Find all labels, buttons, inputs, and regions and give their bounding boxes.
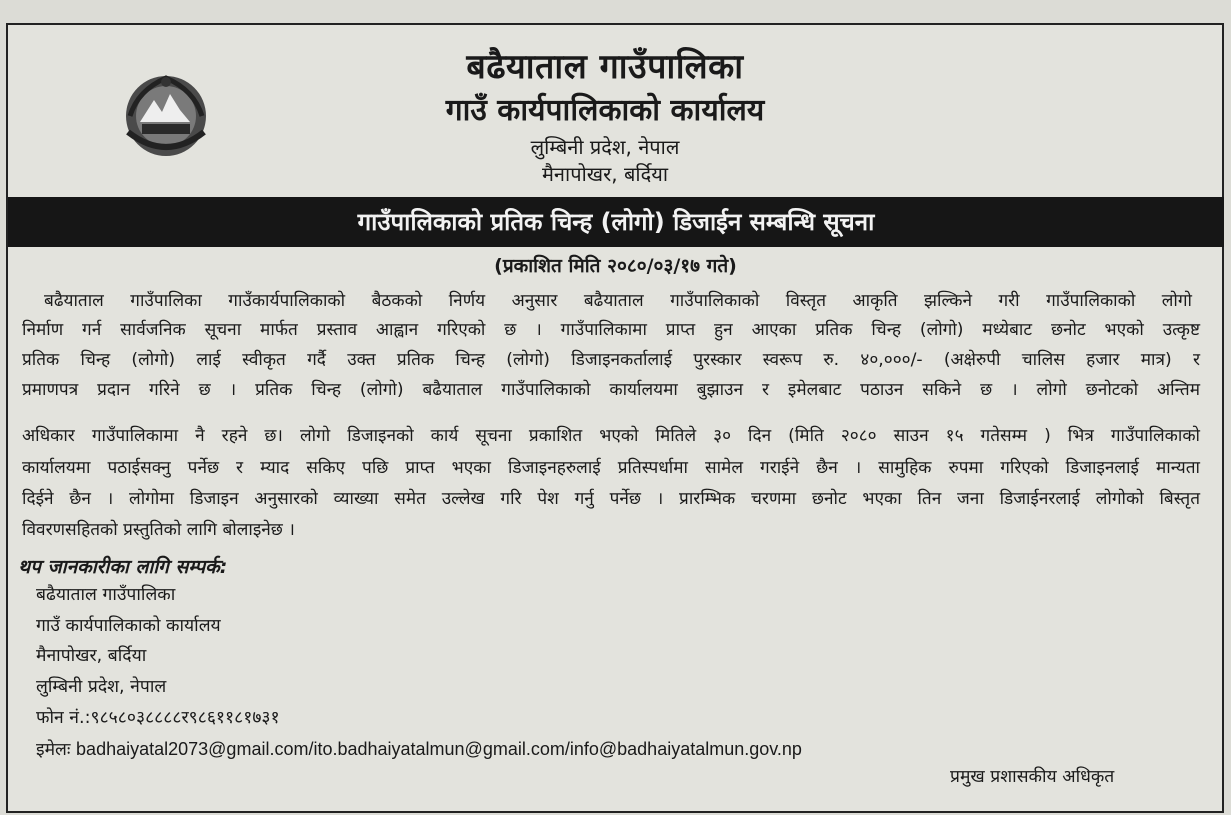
email-line <box>36 737 802 761</box>
contact-line: मैनापोखर, बर्दिया <box>36 646 147 666</box>
email-label: इमेलः <box>36 740 71 760</box>
body-line: कार्यालयमा पठाईसक्नु पर्नेछ र म्याद सकिए पछि प्राप्त भएका डिजाइनहरुलाई प्रतिस्पर्धामा सामेल गराईने छैन । सामुहिक रुपमा गरिएको डिजाइनलाई मान्यता <box>22 458 1200 478</box>
body-line: प्रमाणपत्र प्रदान गरिने छ । प्रतिक चिन्ह (लोगो) बढैयाताल गाउँपालिकाको कार्यालयमा बुझाउन र इमेलबाट पठाउन सकिने छ । लोगो छनोटको अन्तिम <box>22 380 1200 400</box>
contact-heading: थप जानकारीका लागि सम्पर्क: <box>18 556 228 578</box>
address-line-2: मैनापोखर, बर्दिया <box>541 162 669 186</box>
phone-line: फोन नं.:९८५८०३८८८८र९८६११८१७३१ <box>36 708 280 728</box>
body-line: विवरणसहितको प्रस्तुतिको लागि बोलाइनेछ । <box>22 520 295 540</box>
body-line: प्रतिक चिन्ह (लोगो) लाई स्वीकृत गर्दै उक्त प्रतिक चिन्ह (लोगो) डिजाइनकर्तालाई पुरस्कार स्वरूप रु. ४०,०००/- (अक्षेरुपी चालिस हजार मात्र) र <box>22 350 1200 370</box>
published-date: (प्रकाशित मिति २०८०/०३/१७ गते) <box>494 255 737 277</box>
contact-line: बढैयाताल गाउँपालिका <box>36 585 176 605</box>
office-subtitle: गाउँ कार्यपालिकाको कार्यालय <box>445 93 765 128</box>
nepal-emblem-icon <box>118 70 214 162</box>
contact-line: गाउँ कार्यपालिकाको कार्यालय <box>36 616 221 636</box>
body-line: निर्माण गर्न सार्वजनिक सूचना मार्फत प्रस्ताव आह्वान गरिएको छ । गाउँपालिकामा प्राप्त हुन आएका प्रतिक चिन्ह (लोगो) मध्येबाट छनोट भएको उत्कृष्ट <box>22 320 1200 340</box>
body-line: अधिकार गाउँपालिकामा नै रहने छ। लोगो डिजाइनको कार्य सूचना प्रकाशित भएको मितिले ३० दिन (मिति २०८० साउन १५ गतेसम्म ) भित्र गाउँपालिकाको <box>22 426 1200 446</box>
office-title: बढैयाताल गाउँपालिका <box>466 47 744 87</box>
signer-title: प्रमुख प्रशासकीय अधिकृत <box>950 767 1115 787</box>
address-line-1: लुम्बिनी प्रदेश, नेपाल <box>530 135 680 159</box>
contact-line: लुम्बिनी प्रदेश, नेपाल <box>36 677 167 697</box>
email-addresses[interactable]: badhaiyatal2073@gmail.com/ito.badhaiyatalmun@gmail.com/info@badhaiyatalmun.gov.np <box>76 739 802 759</box>
notice-banner: गाउँपालिकाको प्रतिक चिन्ह (लोगो) डिजाईन सम्बन्धि सूचना <box>8 197 1224 247</box>
body-line: बढैयाताल गाउँपालिका गाउँकार्यपालिकाको बैठकको निर्णय अनुसार बढैयाताल गाउँपालिकाको विस्तृत आकृति झल्किने गरी गाउँपालिकाको लोगो <box>44 291 1192 311</box>
body-line: दिईने छैन । लोगोमा डिजाइन अनुसारको व्याख्या समेत उल्लेख गरि पेश गर्नु पर्नेछ । प्रारम्भिक चरणमा छनोट भएका तिन जना डिजाईनरलाई लोगोको बिस्तृत <box>22 489 1200 509</box>
